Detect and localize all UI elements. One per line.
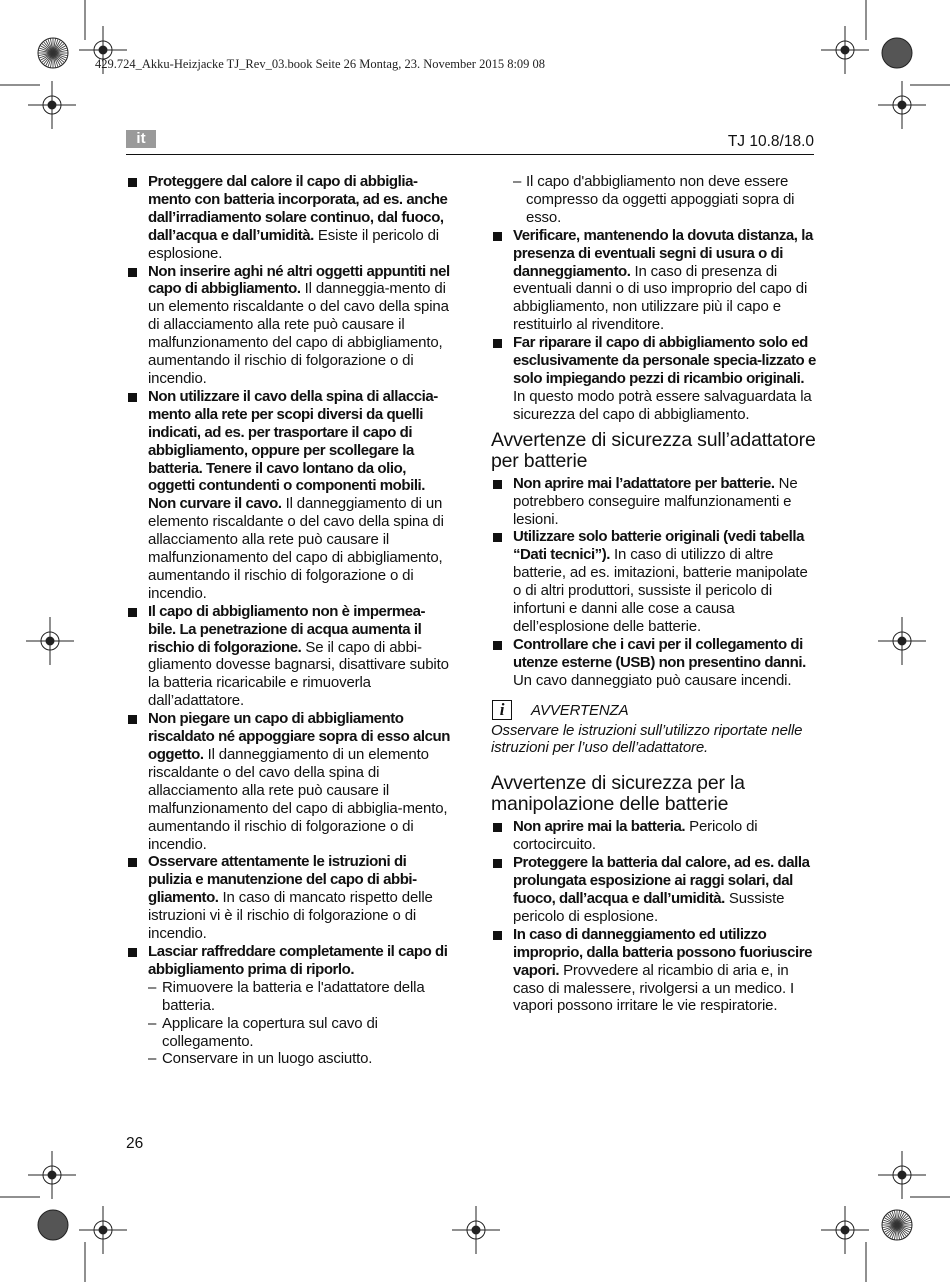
left-column (126, 173, 451, 1068)
list-item: Proteggere dal calore il capo di abbiglia-mento con batteria incorporata, ad es. anche dall’irradiamento solare continuo, dal fuoco, dall’acqua e dall’umidità. Esiste il pericolo di esplosione. (126, 173, 451, 263)
model-label: TJ 10.8/18.0 (727, 133, 814, 150)
list-item: Osservare attentamente le istruzioni di pulizia e manutenzione del capo di abbi-gliamento. In caso di mancato rispetto delle istruzioni vi è il rischio di folgorazione o di incendio. (126, 853, 451, 943)
solid-circle-icon (882, 38, 912, 68)
language-tag: it (126, 130, 156, 148)
list-item: Non utilizzare il cavo della spina di allaccia-mento alla rete per scopi diversi da quelli indicati, ad es. per trasportare il capo di abbigliamento, oppure per scollegare la batteria. Tenere il cavo lontano da olio, oggetti contundenti o componenti mobili. Non curvare il cavo. Il danneggiamento di un elemento riscaldante o del cavo della spina di allacciamento alla rete può causare il malfunzionamento del capo di abbigliamento, aumentando il rischio di folgorazione o di incendio. (126, 388, 451, 603)
list-item: Verificare, mantenendo la dovuta distanza, la presenza di eventuali segni di usura o di danneggiamento. In caso di presenza di eventuali danni o di uso improprio del capo di abbigliamento, non utilizzare più il capo e restituirlo al rivenditore. (491, 227, 816, 334)
registration-target-icon (878, 617, 926, 665)
note-title: i AVVERTENZA (491, 700, 816, 722)
list-item: Il capo di abbigliamento non è impermea-bile. La penetrazione di acqua aumenta il rischio di folgorazione. Se il capo di abbi-gliamento dovesse bagnarsi, disattivare subito la batteria ricaricabile e rimuoverla dall’adattatore. (126, 603, 451, 710)
registration-target-icon (26, 617, 74, 665)
info-icon: i (492, 700, 512, 720)
dash-item: – Conservare in un luogo asciutto. (148, 1050, 373, 1068)
right-column (491, 173, 816, 1015)
registration-target-icon (878, 1151, 926, 1199)
registration-target-icon (821, 1206, 869, 1254)
dash-item: – Rimuovere la batteria e l'adattatore della batteria. (148, 978, 425, 1014)
starburst-icon (38, 38, 68, 68)
print-header: 429.724_Akku-Heizjacke TJ_Rev_03.book Seite 26 Montag, 23. November 2015 8:09 08 (95, 57, 546, 71)
registration-target-icon (79, 1206, 127, 1254)
solid-circle-icon (38, 1210, 68, 1240)
list-item: Non aprire mai l’adattatore per batterie. Ne potrebbero conseguire malfunzionamenti e lesioni. (491, 475, 816, 529)
list-item: Utilizzare solo batterie originali (vedi tabella “Dati tecnici”). In caso di utilizzo di altre batterie, ad es. imitazioni, batterie manipolate o di altri produttori, sussiste il pericolo di infortuni e danni alle cose a causa dell’esplosione delle batterie. (491, 528, 816, 635)
section-heading: Avvertenze di sicurezza per la manipolazione delle batterie (491, 772, 745, 816)
note-text: Osservare le istruzioni sull’utilizzo riportate nelle istruzioni per l’uso dell’adattatore. (491, 721, 803, 757)
registration-target-icon (28, 1151, 76, 1199)
registration-target-icon (878, 81, 926, 129)
section-heading: Avvertenze di sicurezza sull’adattatore per batterie (491, 428, 816, 472)
dash-item: – Il capo d'abbigliamento non deve essere compresso da oggetti appoggiati sopra di esso. (513, 173, 795, 226)
list-item: In caso di danneggiamento ed utilizzo improprio, dalla batteria possono fuoriuscire vapori. Provvedere al ricambio di aria e, in caso di malessere, rivolgersi a un medico. I vapori possono irritare le vie respiratorie. (491, 926, 816, 1016)
list-item: Non inserire aghi né altri oggetti appuntiti nel capo di abbigliamento. Il danneggia-mento di un elemento riscaldante o del cavo della spina di allacciamento alla rete può causare il malfunzionamento del capo di abbigliamento, aumentando il rischio di folgorazione o di incendio. (126, 263, 451, 388)
registration-target-icon (28, 81, 76, 129)
list-item: Controllare che i cavi per il collegamento di utenze esterne (USB) non presentino danni. Un cavo danneggiato può causare incendi. (491, 636, 816, 690)
dash-item: – Applicare la copertura sul cavo di collegamento. (148, 1014, 378, 1050)
page-number: 26 (126, 1135, 144, 1152)
list-item: Lasciar raffreddare completamente il capo di abbigliamento prima di riporlo. (126, 943, 451, 979)
starburst-icon (882, 1210, 912, 1240)
list-item: Non aprire mai la batteria. Pericolo di cortocircuito. (491, 818, 816, 854)
registration-target-icon (452, 1206, 500, 1254)
list-item: Non piegare un capo di abbigliamento riscaldato né appoggiare sopra di esso alcun oggetto. Il danneggiamento di un elemento riscaldante o del cavo della spina di allacciamento alla rete può causare il malfunzionamento del capo di abbiglia-mento, aumentando il rischio di folgorazione o di incendio. (126, 710, 451, 853)
registration-target-icon (821, 26, 869, 74)
list-item: Proteggere la batteria dal calore, ad es. dalla prolungata esposizione ai raggi solari, dal fuoco, dall’acqua e dall’umidità. Sussiste pericolo di esplosione. (491, 854, 816, 926)
list-item: Far riparare il capo di abbigliamento solo ed esclusivamente da personale specia-lizzato e solo impiegando pezzi di ricambio originali. In questo modo potrà essere salvaguardata la sicurezza del capo di abbigliamento. (491, 334, 816, 424)
header-rule (126, 154, 814, 155)
